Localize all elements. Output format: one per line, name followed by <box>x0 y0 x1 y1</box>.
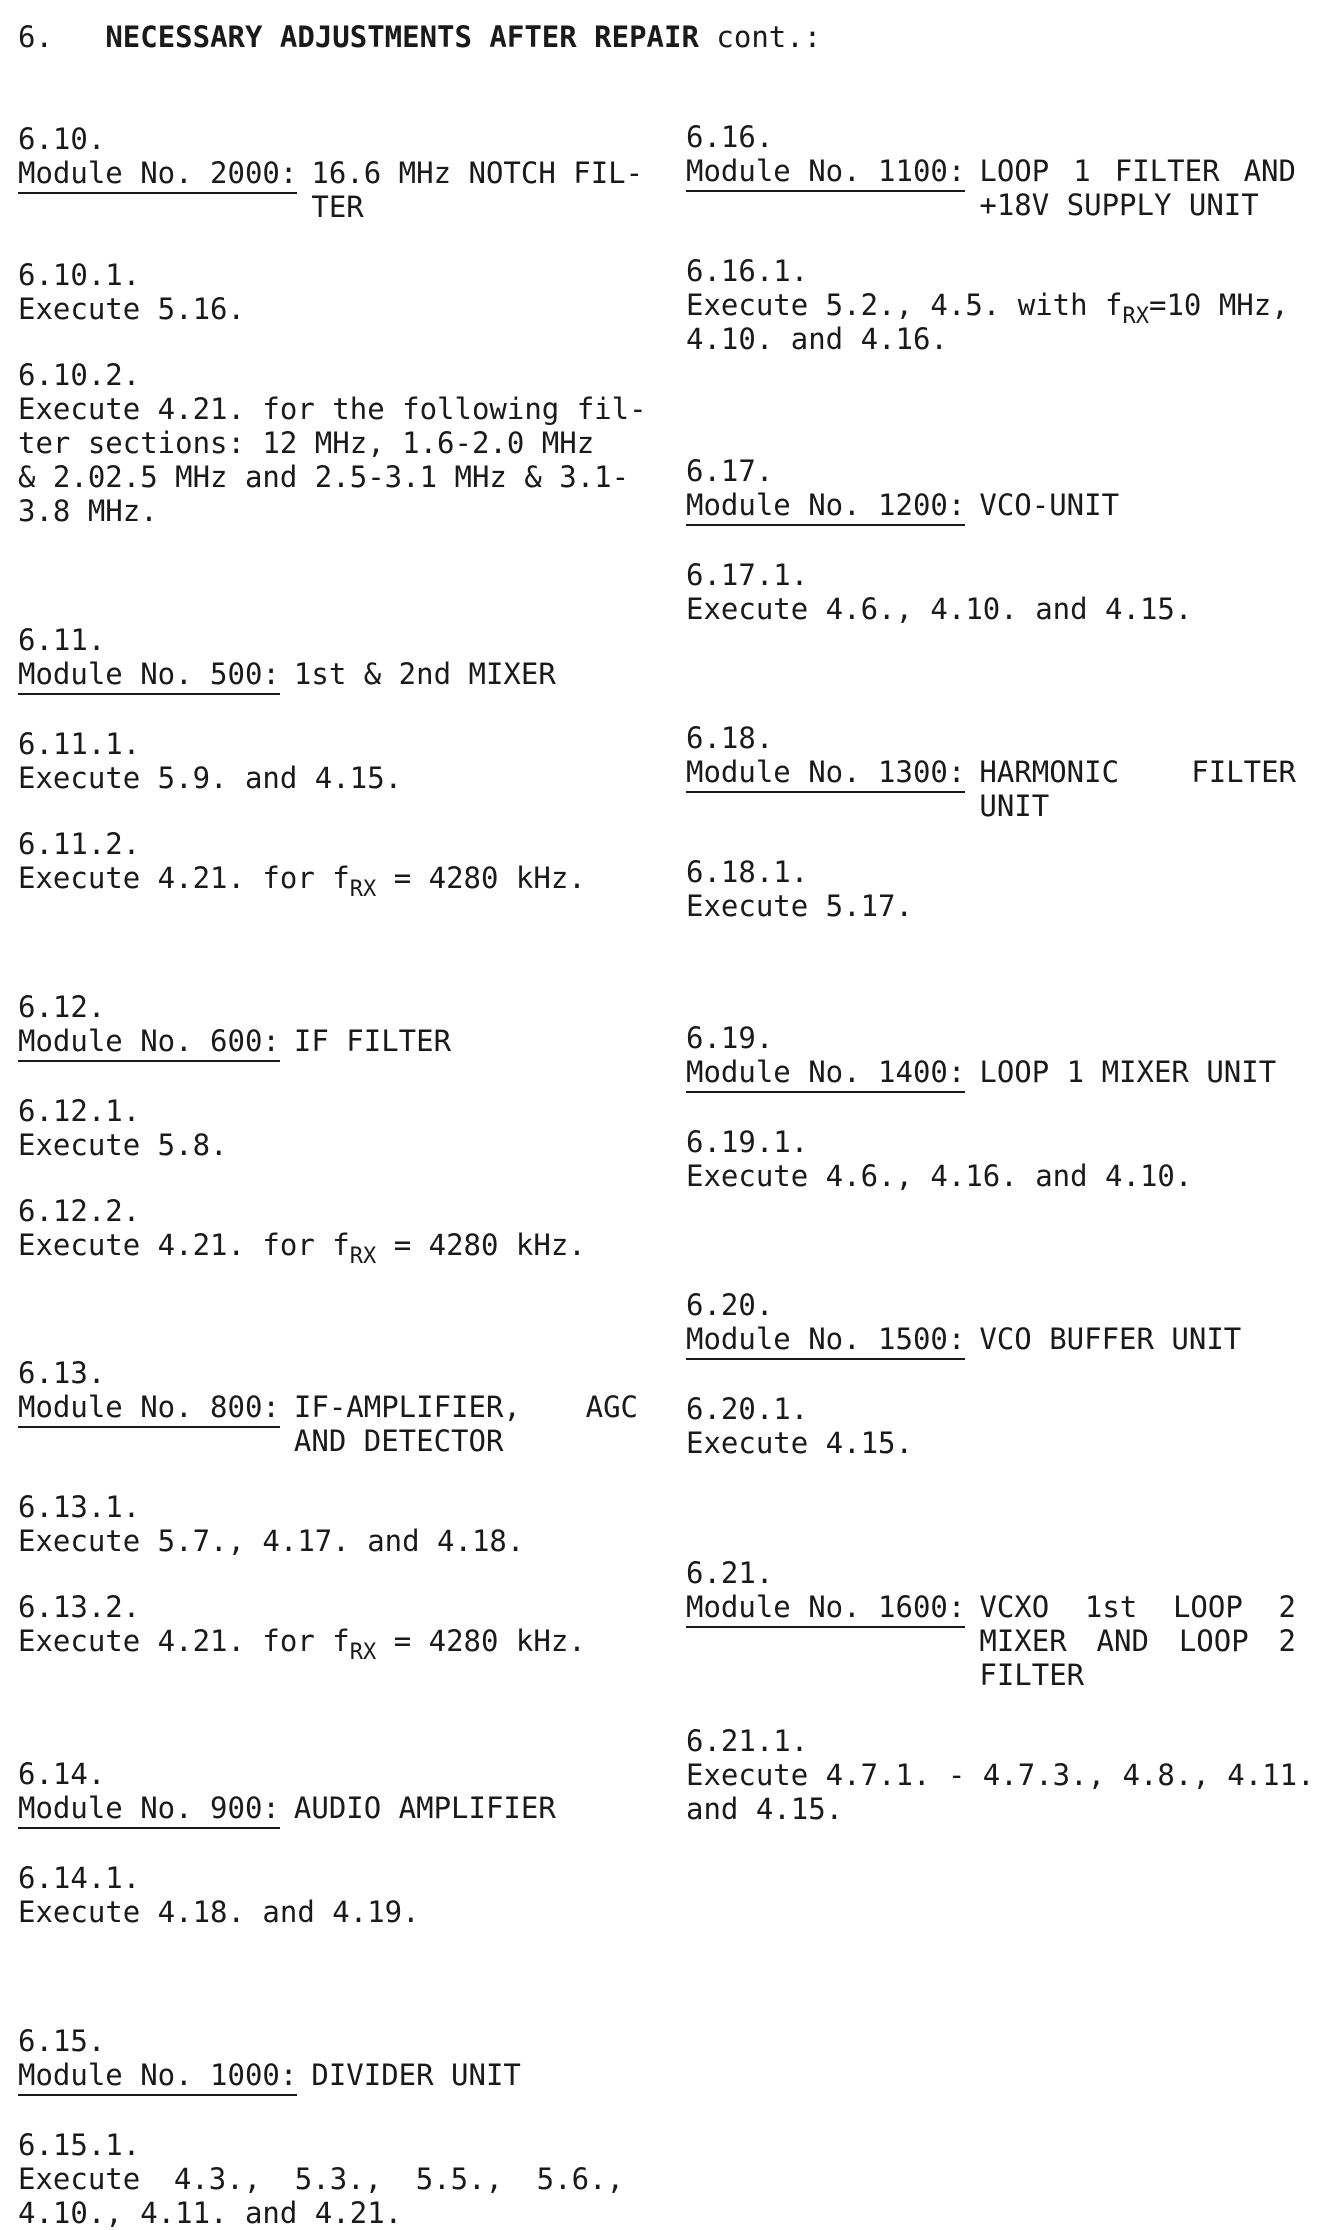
module-title-line <box>979 154 1296 188</box>
subscript: RX <box>349 1640 377 1665</box>
section-number: 6.11. <box>18 623 106 657</box>
module-label: Module No. 500: <box>18 657 280 695</box>
module-title <box>297 2058 638 2092</box>
module-heading <box>18 2058 638 2096</box>
module-heading <box>18 1024 638 1062</box>
subsection-number: 6.16.1. <box>686 254 809 288</box>
module-heading <box>18 1791 638 1829</box>
section-6-11 <box>18 623 638 902</box>
module-title <box>280 1791 638 1825</box>
word: AGC <box>585 1390 638 1424</box>
text-part: = 4280 kHz. <box>376 1624 586 1658</box>
module-title-line: AUDIO AMPLIFIER <box>293 1791 556 1825</box>
subsection-number: 6.10.2. <box>18 358 141 392</box>
subsection-number: 6.13.1. <box>18 1490 141 1524</box>
subsection-text: Execute 4.15. <box>686 1426 913 1460</box>
module-title-line: 1st & 2nd MIXER <box>293 657 556 691</box>
module-label: Module No. 1200: <box>686 488 965 526</box>
module-title <box>965 755 1296 823</box>
subsection-text: Execute 5.16. <box>18 292 245 326</box>
word: LOOP <box>979 154 1050 188</box>
word: MIXER <box>979 1624 1067 1658</box>
subscript: RX <box>349 1244 377 1269</box>
section-title: NECESSARY ADJUSTMENTS AFTER REPAIR <box>105 20 699 54</box>
section-6-13 <box>18 1356 638 1665</box>
module-label: Module No. 2000: <box>18 156 297 194</box>
module-title <box>965 1055 1296 1089</box>
subsection-number: 6.21.1. <box>686 1724 809 1758</box>
page-header <box>18 20 821 54</box>
subsection-text: and 4.15. <box>686 1792 844 1826</box>
text-part: Execute 4.21. for f <box>18 1624 350 1658</box>
word: 5.6., <box>536 2162 624 2196</box>
subsection-text: Execute 4.6., 4.16. and 4.10. <box>686 1159 1193 1193</box>
module-title-line: VCO BUFFER UNIT <box>979 1322 1242 1356</box>
word: Execute <box>18 2162 141 2196</box>
subsection-text: Execute 5.17. <box>686 889 913 923</box>
module-title-line <box>294 1390 638 1424</box>
module-label: Module No. 1500: <box>686 1322 965 1360</box>
subsection-text: Execute 5.8. <box>18 1128 228 1162</box>
module-heading <box>18 1390 638 1458</box>
module-title-line: UNIT <box>979 789 1050 823</box>
subsection-text: Execute 4.6., 4.10. and 4.15. <box>686 592 1193 626</box>
subsection-text <box>18 1228 638 1269</box>
section-number: 6.14. <box>18 1757 106 1791</box>
subsection-number: 6.12.2. <box>18 1194 141 1228</box>
module-title <box>965 1322 1296 1356</box>
section-number: 6.16. <box>686 120 774 154</box>
module-title-line: AND DETECTOR <box>293 1424 504 1458</box>
word: 1st <box>1084 1590 1138 1624</box>
text-part: =10 MHz, <box>1149 288 1289 322</box>
subsection-text: Execute 5.7., 4.17. and 4.18. <box>18 1524 525 1558</box>
section-6-19 <box>686 1021 1296 1193</box>
section-title-suffix: cont.: <box>716 20 822 54</box>
subsection-text: 4.10. and 4.16. <box>686 322 948 356</box>
section-6-17 <box>686 454 1296 626</box>
module-title-line <box>979 755 1296 789</box>
subsection-number: 6.19.1. <box>686 1125 809 1159</box>
word: HARMONIC <box>979 755 1120 789</box>
word: AND <box>1243 154 1296 188</box>
subsection-text <box>18 861 638 902</box>
module-title-line: DIVIDER UNIT <box>311 2058 521 2092</box>
section-number: 6.19. <box>686 1021 774 1055</box>
text-part: Execute 5.2., 4.5. with f <box>686 288 1123 322</box>
section-6-15 <box>18 2024 638 2230</box>
word: 4.3., <box>173 2162 262 2196</box>
subsection-number: 6.14.1. <box>18 1861 141 1895</box>
section-6-20 <box>686 1288 1296 1460</box>
section-6-21 <box>686 1556 1315 1826</box>
section-number: 6.21. <box>686 1556 774 1590</box>
subsection-number: 6.13.2. <box>18 1590 141 1624</box>
module-title <box>280 1024 638 1058</box>
module-title <box>965 488 1296 522</box>
word: IF-AMPLIFIER, <box>293 1390 521 1424</box>
section-6-12 <box>18 990 638 1269</box>
module-heading <box>686 154 1296 222</box>
subsection-text: Execute 4.18. and 4.19. <box>18 1895 420 1929</box>
word: VCXO <box>979 1590 1050 1624</box>
word: 2 <box>1278 1590 1296 1624</box>
module-heading <box>686 1590 1296 1692</box>
subsection-number: 6.12.1. <box>18 1094 141 1128</box>
module-title-line: IF FILTER <box>293 1024 452 1058</box>
module-title-line: LOOP 1 MIXER UNIT <box>979 1055 1277 1089</box>
module-label: Module No. 800: <box>18 1390 280 1428</box>
subsection-number: 6.17.1. <box>686 558 809 592</box>
word: 5.3., <box>294 2162 383 2196</box>
word: LOOP <box>1172 1590 1243 1624</box>
word: 2 <box>1278 1624 1296 1658</box>
subsection-text <box>18 1624 638 1665</box>
subsection-text: & 2.02.5 MHz and 2.5-3.1 MHz & 3.1- <box>18 460 630 494</box>
subscript: RX <box>1122 304 1149 329</box>
text-part: = 4280 kHz. <box>376 861 586 895</box>
subsection-text: Execute 4.7.1. - 4.7.3., 4.8., 4.11. <box>686 1758 1315 1792</box>
section-number: 6.12. <box>18 990 106 1024</box>
text-part: Execute 4.21. for f <box>18 861 350 895</box>
module-title-line <box>979 1624 1296 1658</box>
word: 5.5., <box>415 2162 504 2196</box>
subsection-number: 6.11.2. <box>18 827 141 861</box>
module-heading <box>686 1322 1296 1360</box>
subsection-number: 6.20.1. <box>686 1392 809 1426</box>
module-title <box>297 156 643 224</box>
subsection-number: 6.18.1. <box>686 855 809 889</box>
module-label: Module No. 1100: <box>686 154 965 192</box>
word: AND <box>1096 1624 1149 1658</box>
subsection-number: 6.11.1. <box>18 727 141 761</box>
module-label: Module No. 1300: <box>686 755 965 793</box>
section-number: 6.20. <box>686 1288 774 1322</box>
word: LOOP <box>1178 1624 1249 1658</box>
module-label: Module No. 1400: <box>686 1055 965 1093</box>
section-6-18 <box>686 721 1296 923</box>
subsection-text: 3.8 MHz. <box>18 494 158 528</box>
module-heading <box>686 1055 1296 1093</box>
subsection-number: 6.10.1. <box>18 258 141 292</box>
module-title-line <box>979 1590 1296 1624</box>
subscript: RX <box>349 877 377 902</box>
subsection-text <box>18 2162 624 2196</box>
section-6-14 <box>18 1757 638 1929</box>
text-part: Execute 4.21. for f <box>18 1228 350 1262</box>
module-title-line: +18V SUPPLY UNIT <box>979 188 1259 222</box>
subsection-number: 6.15.1. <box>18 2128 141 2162</box>
module-heading <box>18 156 644 224</box>
section-6-10 <box>18 122 647 528</box>
module-title-line: FILTER <box>979 1658 1085 1692</box>
section-6-16 <box>686 120 1296 356</box>
module-label: Module No. 1000: <box>18 2058 297 2096</box>
module-title-line: 16.6 MHz NOTCH FIL- <box>311 156 644 190</box>
module-label: Module No. 900: <box>18 1791 280 1829</box>
section-number: 6.17. <box>686 454 774 488</box>
subsection-text: ter sections: 12 MHz, 1.6-2.0 MHz <box>18 426 595 460</box>
module-label: Module No. 1600: <box>686 1590 965 1628</box>
module-title <box>965 154 1296 222</box>
module-title <box>280 1390 638 1458</box>
section-number: 6.10. <box>18 122 106 156</box>
section-number: 6.18. <box>686 721 774 755</box>
text-part: = 4280 kHz. <box>376 1228 586 1262</box>
word: FILTER <box>1191 755 1296 789</box>
word: 1 <box>1073 154 1091 188</box>
subsection-text <box>686 288 1296 329</box>
module-title <box>965 1590 1296 1692</box>
subsection-text: Execute 5.9. and 4.15. <box>18 761 403 795</box>
word: FILTER <box>1114 154 1220 188</box>
module-label: Module No. 600: <box>18 1024 280 1062</box>
section-number: 6.15. <box>18 2024 106 2058</box>
module-heading <box>686 488 1296 526</box>
section-number: 6.13. <box>18 1356 106 1390</box>
section-number: 6. <box>18 20 53 54</box>
module-heading <box>18 657 638 695</box>
subsection-text: Execute 4.21. for the following fil- <box>18 392 647 426</box>
module-title-line: VCO-UNIT <box>979 488 1120 522</box>
module-title-line: TER <box>311 190 364 224</box>
module-heading <box>686 755 1296 823</box>
subsection-text: 4.10., 4.11. and 4.21. <box>18 2196 403 2230</box>
module-title <box>280 657 638 691</box>
